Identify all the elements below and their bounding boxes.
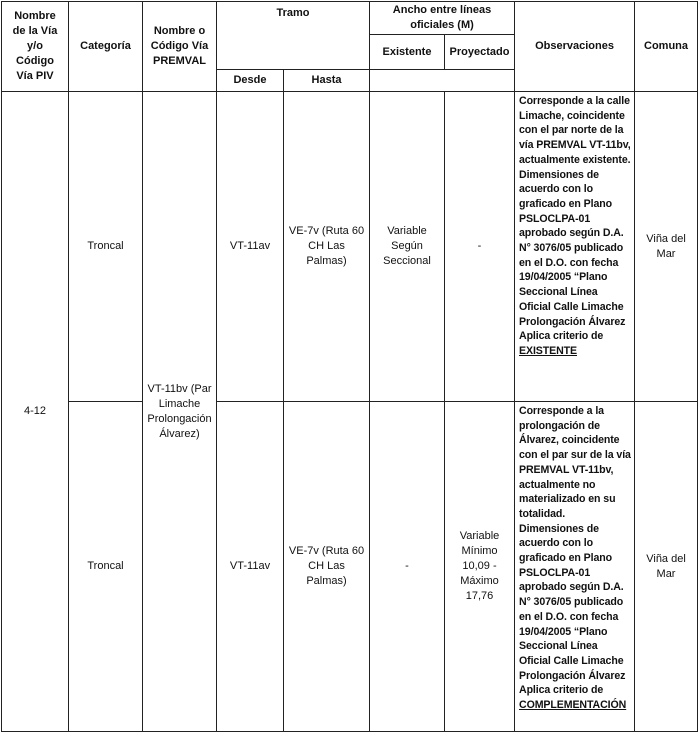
row-hasta: VE-7v (Ruta 60 CH Las Palmas) [284,402,370,732]
row-existente: Variable Según Seccional [370,92,445,402]
row-categoria: Troncal [69,402,143,732]
group-nombre: 4-12 [2,92,69,732]
criterio-label: COMPLEMENTACIÓN [519,699,627,712]
header-codigo: Nombre o Código Vía PREMVAL [143,2,217,92]
row-proyectado: Variable Mínimo 10,09 - Máximo 17,76 [445,402,515,732]
group-codigo: VT-11bv (Par Limache Prolongación Álvarez) [143,92,217,732]
table-row [2,402,698,732]
header-hasta: Hasta [284,70,370,92]
row-comuna: Viña del Mar [635,92,698,402]
header-existente: Existente [370,35,445,70]
row-existente: - [370,402,445,732]
row-desde: VT-11av [217,92,284,402]
header-categoria: Categoría [69,2,143,92]
header-ancho: Ancho entre líneas oficiales (M) [370,2,515,35]
vias-table [1,1,698,732]
table-row [2,92,698,402]
header-proyectado: Proyectado [445,35,515,70]
row-hasta: VE-7v (Ruta 60 CH Las Palmas) [284,92,370,402]
row-observaciones: Corresponde a la prolongación de Álvarez, coincidente con el par sur de la vía PREMVAL VT-11bv, actualmente no materializado en su totalidad. Dimensiones de acuerdo con lo graficado en Plano PSLOCLPA-01 aprobado según D.A. N° 3076/05 publicado en el D.O. con fecha 19/04/2005 “Plano Seccional Línea Oficial Calle Limache Prolongación Álvarez Aplica criterio de COMPLEMENTACIÓN [515,402,635,732]
header-comuna: Comuna [635,2,698,92]
row-comuna: Viña del Mar [635,402,698,732]
row-proyectado: - [445,92,515,402]
header-tramo: Tramo [217,2,370,70]
header-observaciones: Observaciones [515,2,635,92]
row-desde: VT-11av [217,402,284,732]
row-observaciones: Corresponde a la calle Limache, coincidente con el par norte de la vía PREMVAL VT-11bv, actualmente existente. Dimensiones de acuerdo con lo graficado en Plano PSLOCLPA-01 aprobado según D.A. N° 3076/05 publicado en el D.O. con fecha 19/04/2005 “Plano Seccional Línea Oficial Calle Limache Prolongación Álvarez Aplica criterio de EXISTENTE [515,92,635,402]
header-nombre: Nombre de la Vía y/o Código Vía PIV [2,2,69,92]
criterio-label: EXISTENTE [519,344,577,357]
header-desde: Desde [217,70,284,92]
row-categoria: Troncal [69,92,143,402]
